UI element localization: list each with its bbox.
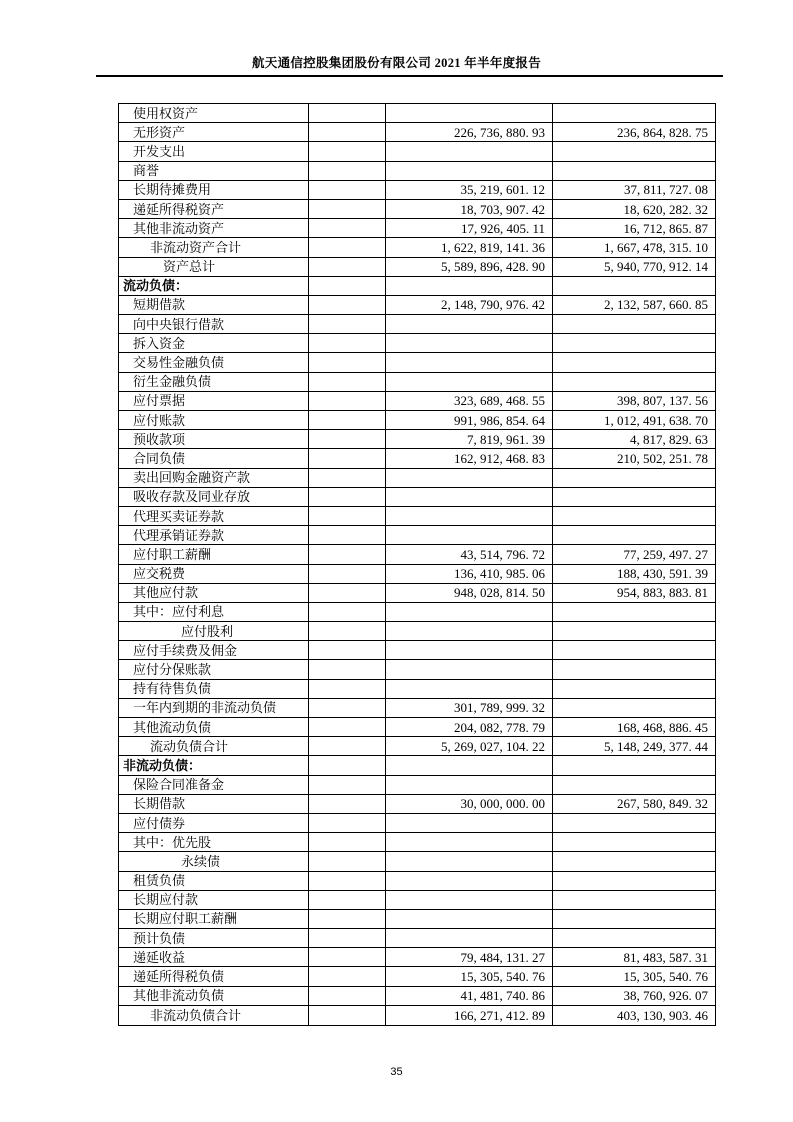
row-notes-cell <box>309 104 386 122</box>
table-row <box>119 392 715 411</box>
row-notes-cell <box>309 296 386 314</box>
row-current-period-value: 948, 028, 814. 50 <box>386 584 553 602</box>
row-prior-period-value: 210, 502, 251. 78 <box>617 450 708 466</box>
row-notes-cell <box>309 469 386 487</box>
row-item-label: 长期借款 <box>119 795 309 813</box>
row-prior-period-value <box>553 162 715 180</box>
table-row <box>119 315 715 334</box>
row-current-period-value: 5, 589, 896, 428. 90 <box>386 258 553 276</box>
row-item-label: 长期应付职工薪酬 <box>119 910 309 928</box>
row-notes-cell <box>309 565 386 583</box>
row-prior-period-value <box>553 699 715 717</box>
row-current-period-value: 226, 736, 880. 93 <box>386 123 553 141</box>
row-prior-period-value <box>553 526 715 544</box>
row-prior-period-value <box>553 910 715 928</box>
row-notes-cell <box>309 756 386 774</box>
row-item-label: 应付债券 <box>119 814 309 832</box>
row-item-label: 长期待摊费用 <box>119 181 309 199</box>
table-row <box>119 660 715 679</box>
row-prior-period-value <box>553 104 715 122</box>
row-prior-period-value <box>553 373 715 391</box>
row-current-period-value: 1, 622, 819, 141. 36 <box>386 238 553 256</box>
row-current-period-value <box>386 142 553 160</box>
row-notes-cell <box>309 488 386 506</box>
row-prior-period-value: 403, 130, 903. 46 <box>617 1007 708 1023</box>
row-current-period-value <box>386 315 553 333</box>
row-current-period-value: 136, 410, 985. 06 <box>386 565 553 583</box>
row-notes-cell <box>309 699 386 717</box>
row-notes-cell <box>309 641 386 659</box>
row-current-period-value <box>386 776 553 794</box>
table-row <box>119 488 715 507</box>
row-current-period-value <box>386 353 553 371</box>
row-prior-period-value <box>553 756 715 774</box>
row-prior-period-value <box>553 603 715 621</box>
row-item-label: 使用权资产 <box>119 104 309 122</box>
row-current-period-value <box>386 891 553 909</box>
row-prior-period-value: 5, 148, 249, 377. 44 <box>604 738 708 754</box>
row-current-period-value <box>386 469 553 487</box>
row-current-period-value <box>386 622 553 640</box>
row-notes-cell <box>309 392 386 410</box>
row-item-label: 其他流动负债 <box>119 718 309 736</box>
row-item-label: 预计负债 <box>119 929 309 947</box>
row-item-label: 应付票据 <box>119 392 309 410</box>
row-prior-period-value: 16, 712, 865. 87 <box>623 220 708 236</box>
row-prior-period-value <box>553 872 715 890</box>
row-item-label: 合同负债 <box>119 449 309 467</box>
table-row <box>119 852 715 871</box>
footer-page-number: 35 <box>390 1066 403 1078</box>
row-current-period-value <box>386 660 553 678</box>
row-notes-cell <box>309 123 386 141</box>
row-item-label: 其他应付款 <box>119 584 309 602</box>
row-notes-cell <box>309 238 386 256</box>
row-current-period-value: 162, 912, 468. 83 <box>386 449 553 467</box>
table-row <box>119 469 715 488</box>
row-item-label: 应付职工薪酬 <box>119 545 309 563</box>
row-current-period-value <box>386 833 553 851</box>
table-row <box>119 967 715 986</box>
row-current-period-value <box>386 641 553 659</box>
table-row <box>119 872 715 891</box>
row-prior-period-value <box>553 660 715 678</box>
row-prior-period-value: 168, 468, 886. 45 <box>617 719 708 735</box>
row-item-label: 流动负债： <box>119 277 309 295</box>
table-row <box>119 680 715 699</box>
row-prior-period-value <box>553 814 715 832</box>
row-notes-cell <box>309 142 386 160</box>
row-notes-cell <box>309 948 386 966</box>
row-item-label: 资产总计 <box>119 258 309 276</box>
row-notes-cell <box>309 929 386 947</box>
row-current-period-value <box>386 603 553 621</box>
table-row <box>119 296 715 315</box>
row-item-label: 租赁负债 <box>119 872 309 890</box>
row-notes-cell <box>309 353 386 371</box>
row-current-period-value: 323, 689, 468. 55 <box>386 392 553 410</box>
row-notes-cell <box>309 910 386 928</box>
row-prior-period-value: 15, 305, 540. 76 <box>623 969 708 985</box>
row-prior-period-value <box>553 852 715 870</box>
row-item-label: 递延所得税资产 <box>119 200 309 218</box>
row-notes-cell <box>309 411 386 429</box>
row-item-label: 向中央银行借款 <box>119 315 309 333</box>
row-current-period-value: 301, 789, 999. 32 <box>386 699 553 717</box>
row-notes-cell <box>309 737 386 755</box>
table-row <box>119 277 715 296</box>
row-current-period-value <box>386 162 553 180</box>
row-current-period-value <box>386 373 553 391</box>
row-item-label: 开发支出 <box>119 142 309 160</box>
row-notes-cell <box>309 334 386 352</box>
row-item-label: 其他非流动资产 <box>119 219 309 237</box>
table-row <box>119 238 715 257</box>
row-notes-cell <box>309 603 386 621</box>
table-row <box>119 584 715 603</box>
row-notes-cell <box>309 967 386 985</box>
row-item-label: 卖出回购金融资产款 <box>119 469 309 487</box>
row-notes-cell <box>309 449 386 467</box>
table-row <box>119 910 715 929</box>
row-prior-period-value <box>553 469 715 487</box>
row-item-label: 应付股利 <box>119 622 309 640</box>
row-notes-cell <box>309 507 386 525</box>
row-item-label: 非流动资产合计 <box>119 238 309 256</box>
row-prior-period-value: 18, 620, 282. 32 <box>623 201 708 217</box>
row-current-period-value <box>386 852 553 870</box>
row-item-label: 交易性金融负债 <box>119 353 309 371</box>
row-prior-period-value <box>553 833 715 851</box>
row-item-label: 递延收益 <box>119 948 309 966</box>
row-prior-period-value <box>553 315 715 333</box>
row-item-label: 长期应付款 <box>119 891 309 909</box>
row-notes-cell <box>309 776 386 794</box>
row-item-label: 衍生金融负债 <box>119 373 309 391</box>
row-prior-period-value <box>553 488 715 506</box>
row-current-period-value <box>386 334 553 352</box>
row-item-label: 其他非流动负债 <box>119 987 309 1005</box>
row-notes-cell <box>309 718 386 736</box>
table-row <box>119 833 715 852</box>
row-item-label: 其中：应付利息 <box>119 603 309 621</box>
row-item-label: 应付账款 <box>119 411 309 429</box>
row-current-period-value <box>386 929 553 947</box>
row-item-label: 应交税费 <box>119 565 309 583</box>
row-item-label: 一年内到期的非流动负债 <box>119 699 309 717</box>
row-prior-period-value <box>553 277 715 295</box>
row-item-label: 应付手续费及佣金 <box>119 641 309 659</box>
row-item-label: 永续债 <box>119 852 309 870</box>
row-prior-period-value: 81, 483, 587. 31 <box>623 949 708 965</box>
table-row <box>119 142 715 161</box>
row-item-label: 应付分保账款 <box>119 660 309 678</box>
row-current-period-value: 2, 148, 790, 976. 42 <box>386 296 553 314</box>
row-item-label: 持有待售负债 <box>119 680 309 698</box>
row-prior-period-value <box>553 641 715 659</box>
row-notes-cell <box>309 814 386 832</box>
row-item-label: 吸收存款及同业存放 <box>119 488 309 506</box>
table-row <box>119 545 715 564</box>
row-item-label: 流动负债合计 <box>119 737 309 755</box>
row-current-period-value <box>386 277 553 295</box>
table-row <box>119 565 715 584</box>
table-row <box>119 162 715 181</box>
row-current-period-value <box>386 526 553 544</box>
row-notes-cell <box>309 181 386 199</box>
row-prior-period-value: 188, 430, 591. 39 <box>617 566 708 582</box>
balance-table <box>118 103 716 1026</box>
table-row <box>119 776 715 795</box>
row-notes-cell <box>309 545 386 563</box>
row-item-label: 拆入资金 <box>119 334 309 352</box>
row-prior-period-value: 38, 760, 926. 07 <box>623 988 708 1004</box>
row-current-period-value: 79, 484, 131. 27 <box>386 948 553 966</box>
table-row <box>119 258 715 277</box>
row-notes-cell <box>309 219 386 237</box>
row-item-label: 无形资产 <box>119 123 309 141</box>
row-current-period-value: 43, 514, 796. 72 <box>386 545 553 563</box>
row-prior-period-value <box>553 776 715 794</box>
row-prior-period-value: 236, 864, 828. 75 <box>617 124 708 140</box>
table-row <box>119 641 715 660</box>
table-row <box>119 699 715 718</box>
row-current-period-value: 5, 269, 027, 104. 22 <box>386 737 553 755</box>
row-notes-cell <box>309 315 386 333</box>
table-row <box>119 181 715 200</box>
table-row <box>119 219 715 238</box>
row-item-label: 递延所得税负债 <box>119 967 309 985</box>
row-notes-cell <box>309 258 386 276</box>
row-current-period-value: 7, 819, 961. 39 <box>386 430 553 448</box>
page-header-title: 航天通信控股集团股份有限公司 2021 年半年度报告 <box>251 56 542 70</box>
row-notes-cell <box>309 872 386 890</box>
table-row <box>119 353 715 372</box>
row-item-label: 保险合同准备金 <box>119 776 309 794</box>
row-current-period-value: 204, 082, 778. 79 <box>386 718 553 736</box>
table-row <box>119 622 715 641</box>
table-row <box>119 795 715 814</box>
row-prior-period-value: 1, 667, 478, 315. 10 <box>604 239 708 255</box>
row-current-period-value: 41, 481, 740. 86 <box>386 987 553 1005</box>
table-row <box>119 929 715 948</box>
row-current-period-value <box>386 680 553 698</box>
row-notes-cell <box>309 622 386 640</box>
row-notes-cell <box>309 200 386 218</box>
row-prior-period-value: 5, 940, 770, 912. 14 <box>604 259 708 275</box>
table-row <box>119 814 715 833</box>
row-notes-cell <box>309 795 386 813</box>
table-row <box>119 411 715 430</box>
row-prior-period-value <box>553 680 715 698</box>
row-current-period-value <box>386 814 553 832</box>
table-row <box>119 603 715 622</box>
row-item-label: 商誉 <box>119 162 309 180</box>
row-prior-period-value: 954, 883, 883. 81 <box>617 585 708 601</box>
row-notes-cell <box>309 987 386 1005</box>
row-current-period-value <box>386 872 553 890</box>
row-item-label: 代理承销证券款 <box>119 526 309 544</box>
row-current-period-value <box>386 507 553 525</box>
table-row <box>119 200 715 219</box>
header-rule <box>96 75 723 77</box>
row-notes-cell <box>309 1006 386 1025</box>
row-prior-period-value <box>553 891 715 909</box>
table-row <box>119 430 715 449</box>
row-current-period-value: 30, 000, 000. 00 <box>386 795 553 813</box>
row-current-period-value: 18, 703, 907. 42 <box>386 200 553 218</box>
row-prior-period-value <box>553 622 715 640</box>
table-row <box>119 737 715 756</box>
table-row <box>119 1006 715 1025</box>
row-current-period-value <box>386 488 553 506</box>
row-prior-period-value: 1, 012, 491, 638. 70 <box>604 412 708 428</box>
row-item-label: 非流动负债： <box>119 756 309 774</box>
row-current-period-value: 15, 305, 540. 76 <box>386 967 553 985</box>
row-prior-period-value: 2, 132, 587, 660. 85 <box>604 297 708 313</box>
table-row <box>119 104 715 123</box>
table-row <box>119 756 715 775</box>
table-row <box>119 718 715 737</box>
row-notes-cell <box>309 680 386 698</box>
row-current-period-value: 17, 926, 405. 11 <box>386 219 553 237</box>
row-current-period-value: 991, 986, 854. 64 <box>386 411 553 429</box>
table-row <box>119 507 715 526</box>
row-notes-cell <box>309 833 386 851</box>
row-prior-period-value <box>553 929 715 947</box>
table-row <box>119 526 715 545</box>
row-prior-period-value: 4, 817, 829. 63 <box>630 431 708 447</box>
row-current-period-value <box>386 910 553 928</box>
row-notes-cell <box>309 162 386 180</box>
row-item-label: 其中：优先股 <box>119 833 309 851</box>
table-row <box>119 123 715 142</box>
row-notes-cell <box>309 373 386 391</box>
row-notes-cell <box>309 584 386 602</box>
table-row <box>119 334 715 353</box>
row-prior-period-value <box>553 334 715 352</box>
row-prior-period-value <box>553 507 715 525</box>
row-notes-cell <box>309 852 386 870</box>
row-item-label: 非流动负债合计 <box>119 1006 309 1025</box>
row-notes-cell <box>309 891 386 909</box>
row-prior-period-value: 77, 259, 497. 27 <box>623 546 708 562</box>
row-prior-period-value: 398, 807, 137. 56 <box>617 393 708 409</box>
row-notes-cell <box>309 430 386 448</box>
row-item-label: 代理买卖证券款 <box>119 507 309 525</box>
row-current-period-value <box>386 104 553 122</box>
row-notes-cell <box>309 277 386 295</box>
table-row <box>119 449 715 468</box>
table-row <box>119 891 715 910</box>
table-row <box>119 987 715 1006</box>
row-prior-period-value: 267, 580, 849. 32 <box>617 796 708 812</box>
row-current-period-value: 35, 219, 601. 12 <box>386 181 553 199</box>
row-item-label: 短期借款 <box>119 296 309 314</box>
row-item-label: 预收款项 <box>119 430 309 448</box>
row-current-period-value <box>386 756 553 774</box>
table-row <box>119 373 715 392</box>
row-notes-cell <box>309 660 386 678</box>
row-prior-period-value: 37, 811, 727. 08 <box>623 182 708 198</box>
row-prior-period-value <box>553 353 715 371</box>
row-notes-cell <box>309 526 386 544</box>
table-row <box>119 948 715 967</box>
row-prior-period-value <box>553 142 715 160</box>
row-current-period-value: 166, 271, 412. 89 <box>386 1006 553 1025</box>
